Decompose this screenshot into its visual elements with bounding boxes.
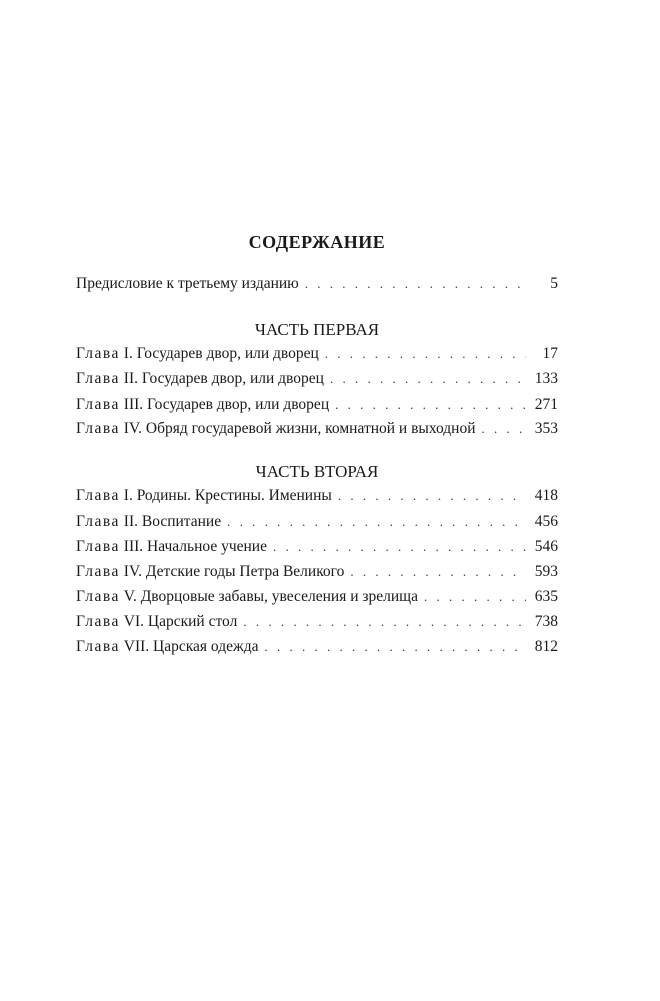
toc-entry-label: V. Дворцовые забавы, увеселения и зрелища [123, 588, 418, 605]
toc-entry-page: 456 [534, 513, 558, 530]
toc-entry-part2-ch3[interactable] [76, 536, 558, 558]
toc-entry-page: 635 [534, 588, 558, 605]
toc-entry-label: II. Государев двор, или дворец [123, 370, 324, 387]
dot-leader [264, 636, 526, 658]
toc-entry-label: IV. Детские годы Петра Великого [123, 563, 345, 580]
toc-entry-label: III. Начальное учение [123, 538, 267, 555]
toc-entry-label: I. Родины. Крестины. Именины [123, 487, 332, 504]
chapter-prefix: Глава [76, 588, 120, 605]
section-heading-part-one: ЧАСТЬ ПЕРВАЯ [254, 320, 380, 339]
toc-entry-preface[interactable] [76, 273, 558, 295]
dot-leader [273, 536, 526, 558]
dot-leader [330, 368, 526, 390]
toc-entry-page: 812 [534, 638, 558, 655]
toc-entry-page: 738 [534, 613, 558, 630]
toc-entry-label: I. Государев двор, или дворец [123, 345, 319, 362]
dot-leader [338, 485, 526, 507]
toc-entry-part2-ch6[interactable] [76, 611, 558, 633]
toc-entry-part2-ch5[interactable] [76, 586, 558, 608]
dot-leader [424, 586, 526, 608]
toc-entry-part1-ch1[interactable] [76, 343, 558, 365]
toc-entry-label: VI. Царский стол [123, 613, 238, 630]
toc-entry-part1-ch3[interactable] [76, 394, 558, 416]
toc-entry-page: 17 [542, 345, 558, 362]
chapter-prefix: Глава [76, 420, 120, 437]
toc-entry-label: VII. Царская одежда [123, 638, 259, 655]
chapter-prefix: Глава [76, 487, 120, 504]
chapter-prefix: Глава [76, 345, 120, 362]
dot-leader [482, 418, 526, 440]
toc-entry-page: 418 [534, 487, 558, 504]
toc-entry-page: 593 [534, 563, 558, 580]
chapter-prefix: Глава [76, 396, 120, 413]
toc-entry-label: Предисловие к третьему изданию [76, 275, 299, 292]
toc-entry-part2-ch4[interactable] [76, 561, 558, 583]
toc-entry-part2-ch2[interactable] [76, 511, 558, 533]
dot-leader [350, 561, 526, 583]
toc-entry-page: 271 [534, 396, 558, 413]
toc-entry-page: 133 [534, 370, 558, 387]
page-title: СОДЕРЖАНИЕ [248, 232, 386, 252]
toc-entry-page: 5 [550, 275, 558, 292]
chapter-prefix: Глава [76, 538, 120, 555]
chapter-prefix: Глава [76, 563, 120, 580]
chapter-prefix: Глава [76, 613, 120, 630]
toc-entry-label: III. Государев двор, или дворец [123, 396, 330, 413]
toc-entry-part2-ch7[interactable] [76, 636, 558, 658]
toc-entry-part2-ch1[interactable] [76, 485, 558, 507]
toc-entry-part1-ch2[interactable] [76, 368, 558, 390]
chapter-prefix: Глава [76, 513, 120, 530]
dot-leader [243, 611, 526, 633]
chapter-prefix: Глава [76, 370, 120, 387]
toc-entry-page: 546 [534, 538, 558, 555]
toc-entry-part1-ch4[interactable] [76, 418, 558, 440]
toc-entry-page: 353 [534, 420, 558, 437]
chapter-prefix: Глава [76, 638, 120, 655]
toc-entry-label: IV. Обряд государевой жизни, комнатной и выходной [123, 420, 476, 437]
dot-leader [325, 343, 526, 365]
dot-leader [227, 511, 526, 533]
dot-leader [335, 394, 526, 416]
dot-leader [305, 273, 526, 295]
section-heading-part-two: ЧАСТЬ ВТОРАЯ [255, 462, 379, 481]
toc-entry-label: II. Воспитание [123, 513, 222, 530]
